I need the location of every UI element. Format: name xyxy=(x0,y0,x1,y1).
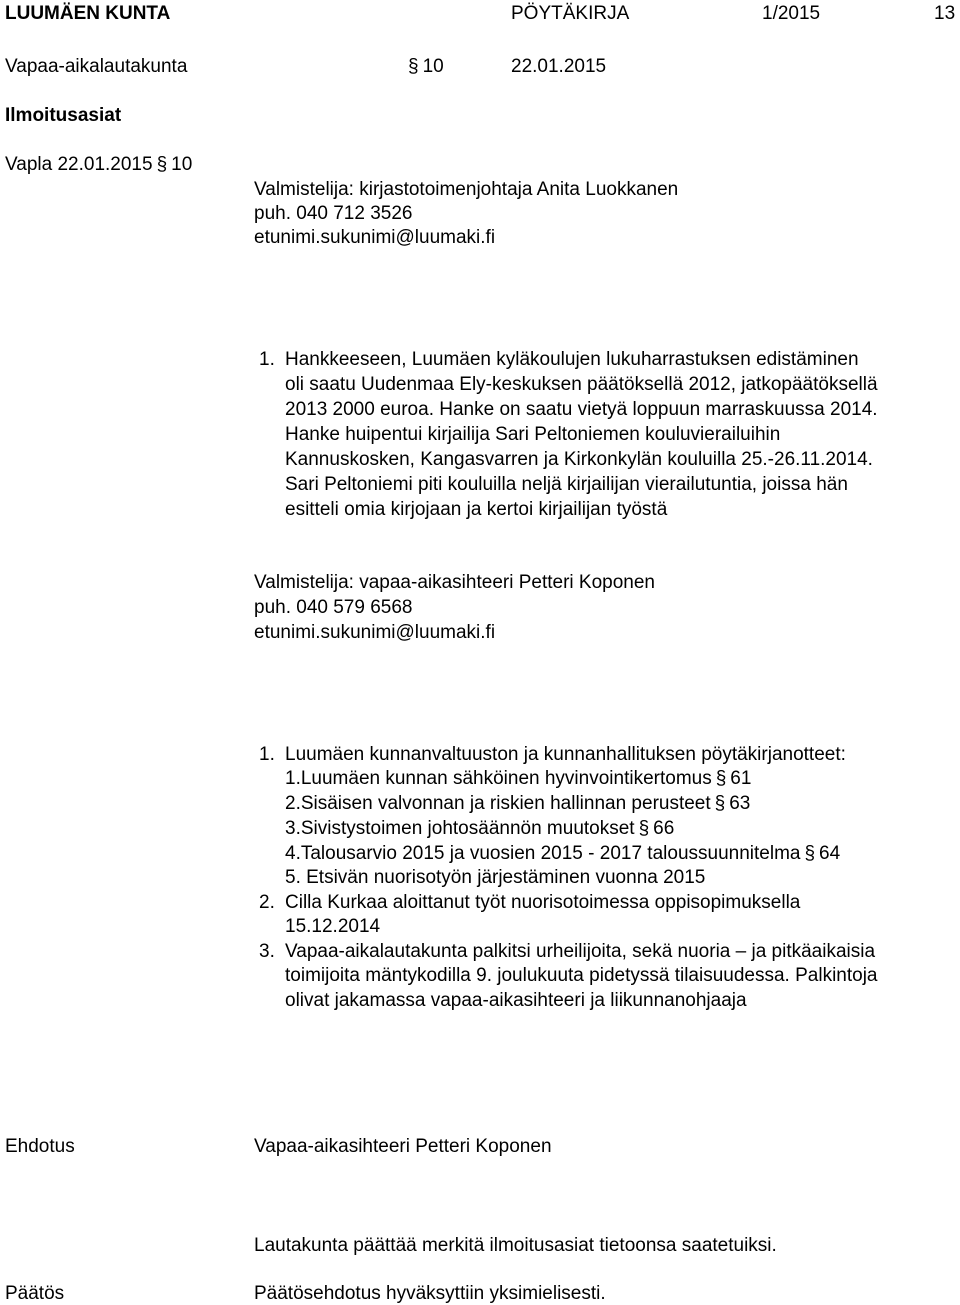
meeting-date: 22.01.2015 xyxy=(511,56,607,77)
subitem-number: 66 xyxy=(653,818,675,839)
phone-2: puh. 040 579 6568 xyxy=(254,597,413,618)
subitem-text: 1.Luumäen kunnan sähköinen hyvinvointikertomus xyxy=(285,768,712,789)
item-line: Sari Peltoniemi piti kouluilla neljä kirjailijan vierailutuntia, joissa hän xyxy=(285,474,848,495)
document-type: PÖYTÄKIRJA xyxy=(511,3,630,24)
item-line: olivat jakamassa vapaa-aikasihteeri ja liikunnanohjaaja xyxy=(285,990,747,1011)
item-line: 2013 2000 euroa. Hanke on saatu vietyä loppuun marraskuussa 2014. xyxy=(285,399,878,420)
subitem-text: 5. Etsivän nuorisotyön järjestäminen vuonna 2015 xyxy=(285,867,706,888)
subitem xyxy=(285,769,751,788)
proposal-label: Ehdotus xyxy=(5,1136,75,1157)
decision-text: Päätösehdotus hyväksyttiin yksimielisesti. xyxy=(254,1283,606,1304)
document-number: 1/2015 xyxy=(762,3,821,24)
email-1: etunimi.sukunimi@luumaki.fi xyxy=(254,227,496,248)
item-line: toimijoita mäntykodilla 9. joulukuuta pidetyssä tilaisuudessa. Palkintoja xyxy=(285,965,878,986)
item-number: 1. xyxy=(259,744,275,765)
subitem-text: 2.Sisäisen valvonnan ja riskien hallinnan perusteet xyxy=(285,793,711,814)
preparer-2: Valmistelija: vapaa-aikasihteeri Petteri Koponen xyxy=(254,572,655,593)
item-line: Hanke huipentui kirjailija Sari Peltoniemen kouluvierailuihin xyxy=(285,424,781,445)
reference-text: Vapla 22.01.2015 xyxy=(5,154,153,175)
reference-number: 10 xyxy=(171,154,193,175)
subitem xyxy=(285,819,674,838)
decision-label: Päätös xyxy=(5,1283,65,1304)
proposal-text: Vapaa-aikasihteeri Petteri Koponen xyxy=(254,1136,552,1157)
item-number: 3. xyxy=(259,941,275,962)
item-line: esitteli omia kirjojaan ja kertoi kirjailijan työstä xyxy=(285,499,668,520)
org-name: LUUMÄEN KUNTA xyxy=(5,3,171,24)
item-line: oli saatu Uudenmaa Ely-keskuksen päätöksellä 2012, jatkopäätöksellä xyxy=(285,374,878,395)
subitem-number: 64 xyxy=(819,843,841,864)
item-line: Kannuskosken, Kangasvarren ja Kirkonkylän kouluilla 25.-26.11.2014. xyxy=(285,449,873,470)
section-sign: § xyxy=(714,793,726,814)
section-sign: § xyxy=(638,818,650,839)
subitem xyxy=(285,794,750,813)
section-sign: § xyxy=(156,154,168,175)
committee-name: Vapaa-aikalautakunta xyxy=(5,56,188,77)
item-line: Luumäen kunnanvaltuuston ja kunnanhallituksen pöytäkirjanotteet: xyxy=(285,744,846,765)
subitem xyxy=(285,868,705,887)
item-line: 15.12.2014 xyxy=(285,916,381,937)
section-number-value: 10 xyxy=(422,56,444,77)
item-line: Cilla Kurkaa aloittanut työt nuorisotoimessa oppisopimuksella xyxy=(285,892,801,913)
reference-line xyxy=(5,155,192,174)
section-number xyxy=(404,57,444,76)
subitem-number: 63 xyxy=(729,793,751,814)
subitem-number: 61 xyxy=(730,768,752,789)
item-line: Vapaa-aikalautakunta palkitsi urheilijoita, sekä nuoria – ja pitkäaikaisia xyxy=(285,941,876,962)
item-number: 1. xyxy=(259,349,275,370)
section-sign: § xyxy=(804,843,816,864)
preparer-1: Valmistelija: kirjastotoimenjohtaja Anita Luokkanen xyxy=(254,179,679,200)
decision-statement: Lautakunta päättää merkitä ilmoitusasiat tietoonsa saatetuiksi. xyxy=(254,1235,777,1256)
phone-1: puh. 040 712 3526 xyxy=(254,203,413,224)
item-line: Hankkeeseen, Luumäen kyläkoulujen lukuharrastuksen edistäminen xyxy=(285,349,859,370)
email-2: etunimi.sukunimi@luumaki.fi xyxy=(254,622,496,643)
agenda-topic: Ilmoitusasiat xyxy=(5,105,122,126)
subitem-text: 4.Talousarvio 2015 ja vuosien 2015 - 2017 taloussuunnitelma xyxy=(285,843,801,864)
page-number: 13 xyxy=(934,3,956,24)
section-sign: § xyxy=(408,56,419,77)
item-number: 2. xyxy=(259,892,275,913)
section-sign: § xyxy=(715,768,727,789)
subitem-text: 3.Sivistystoimen johtosäännön muutokset xyxy=(285,818,635,839)
subitem xyxy=(285,844,840,863)
